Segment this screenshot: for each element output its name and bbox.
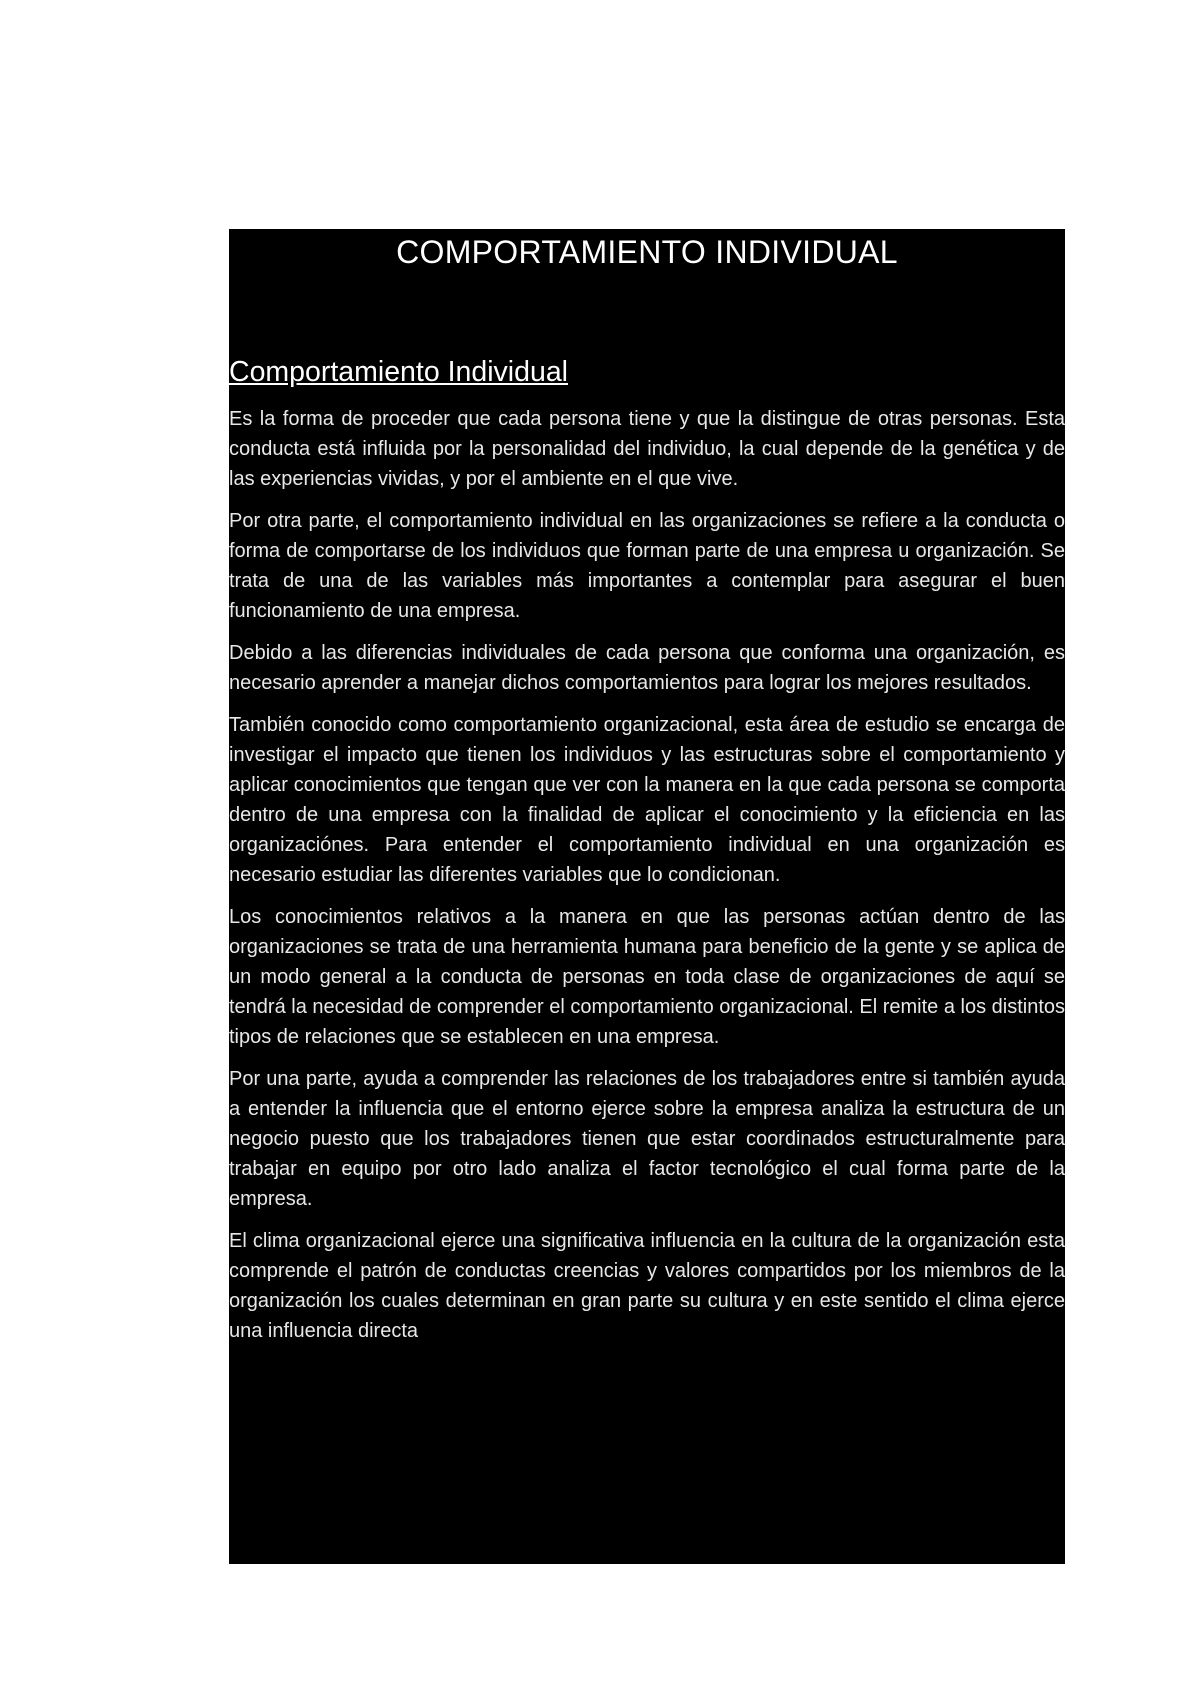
document-text-block <box>229 229 1065 1564</box>
paragraph-2: Por otra parte, el comportamiento individual en las organizaciones se refiere a la conducta o forma de comportarse de los individuos que forman parte de una empresa u organización. Se trata de una de las variables más importantes a contemplar para asegurar el buen funcionamiento de una empresa. <box>229 509 1065 622</box>
document-title: COMPORTAMIENTO INDIVIDUAL <box>396 234 898 270</box>
paragraph-7: El clima organizacional ejerce una significativa influencia en la cultura de la organización esta comprende el patrón de conductas creencias y valores compartidos por los miembros de la organización los cuales determinan en gran parte su cultura y en este sentido el clima ejerce una influencia directa <box>229 1229 1065 1342</box>
paragraph-1: Es la forma de proceder que cada persona tiene y que la distingue de otras personas. Esta conducta está influida por la personalidad del individuo, la cual depende de la genética y de las experiencias vividas, y por el ambiente en el que vive. <box>229 407 1065 490</box>
paragraph-6: Por una parte, ayuda a comprender las relaciones de los trabajadores entre si también ayuda a entender la influencia que el entorno ejerce sobre la empresa analiza la estructura de un negocio puesto que los trabajadores tienen que estar coordinados estructuralmente para trabajar en equipo por otro lado analiza el factor tecnológico el cual forma parte de la empresa. <box>229 1067 1065 1210</box>
paragraph-3: Debido a las diferencias individuales de cada persona que conforma una organización, es necesario aprender a manejar dichos comportamientos para lograr los mejores resultados. <box>229 641 1065 694</box>
paragraph-4: También conocido como comportamiento organizacional, esta área de estudio se encarga de investigar el impacto que tienen los individuos y las estructuras sobre el comportamiento y aplicar conocimientos que tengan que ver con la manera en la que cada persona se comporta dentro de una empresa con la finalidad de aplicar el conocimiento y la eficiencia en las organizaciónes. Para entender el comportamiento individual en una organización es necesario estudiar las diferentes variables que lo condicionan. <box>229 713 1065 886</box>
paragraph-5: Los conocimientos relativos a la manera en que las personas actúan dentro de las organizaciones se trata de una herramienta humana para beneficio de la gente y se aplica de un modo general a la conducta de personas en toda clase de organizaciones de aquí se tendrá la necesidad de comprender el comportamiento organizacional. El remite a los distintos tipos de relaciones que se establecen en una empresa. <box>229 905 1065 1048</box>
section-heading: Comportamiento Individual <box>229 356 569 389</box>
